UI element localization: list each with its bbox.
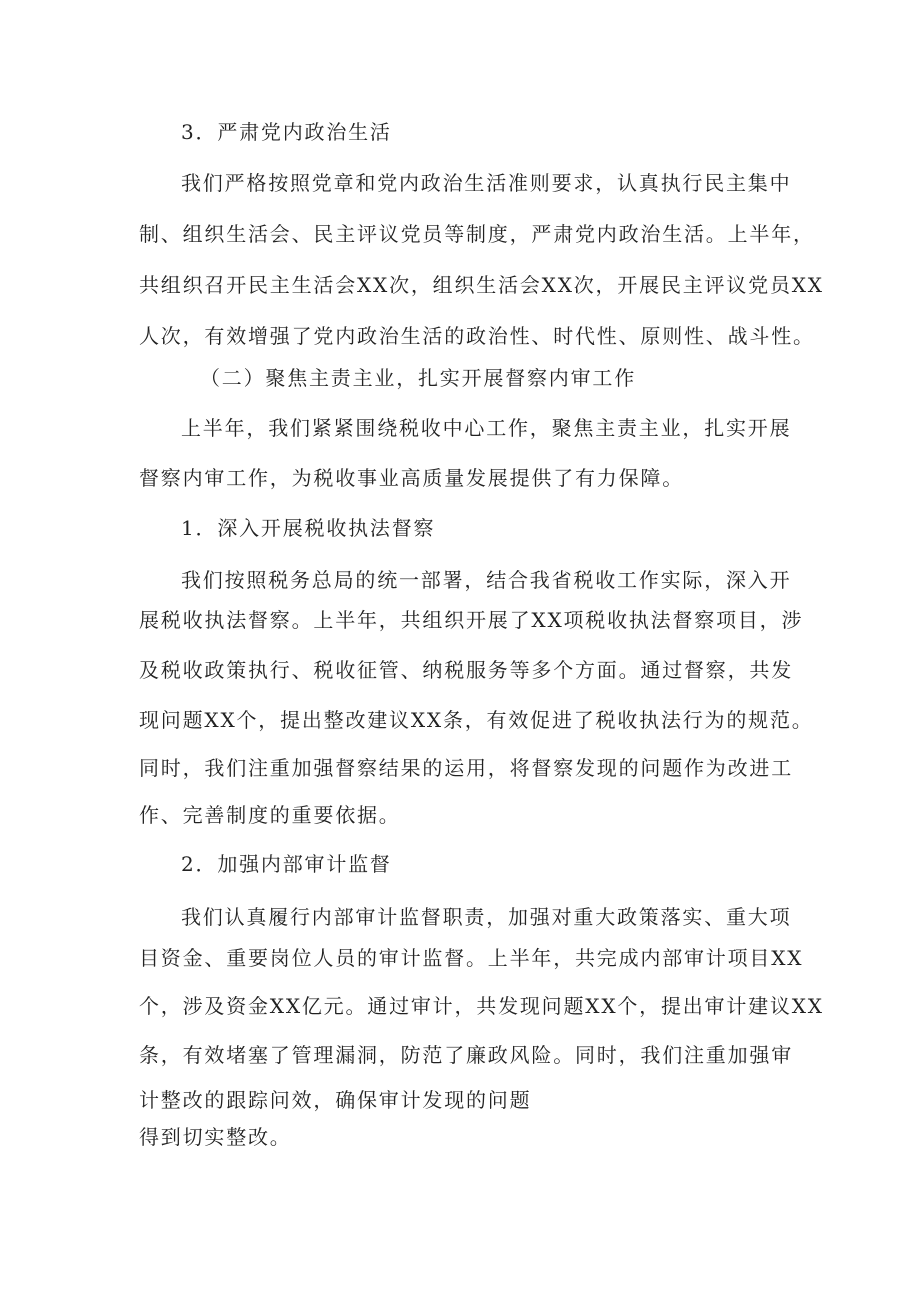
paragraph-line: 目资金、重要岗位人员的审计监督。上半年，共完成内部审计项目XX: [139, 946, 804, 970]
paragraph-line: 个，涉及资金XX亿元。通过审计，共发现问题XX个，提出审计建议XX: [139, 994, 824, 1018]
paragraph-line: 上半年，我们紧紧围绕税收中心工作，聚焦主责主业，扎实开展: [181, 416, 792, 440]
paragraph-line: 计整改的跟踪问效，确保审计发现的问题: [139, 1088, 532, 1112]
paragraph-line: 督察内审工作，为税收事业高质量发展提供了有力保障。: [139, 466, 684, 490]
section-3-heading: 3．严肃党内政治生活: [181, 120, 392, 144]
paragraph-line: 展税收执法督察。上半年，共组织开展了XX项税收执法督察项目，涉: [139, 608, 804, 632]
paragraph-line: 条，有效堵塞了管理漏洞，防范了廉政风险。同时，我们注重加强审: [139, 1043, 793, 1067]
paragraph-line: 制、组织生活会、民主评议党员等制度，严肃党内政治生活。上半年，: [139, 222, 815, 246]
paragraph-line: 及税收政策执行、税收征管、纳税服务等多个方面。通过督察，共发: [139, 658, 793, 682]
paragraph-line: 我们按照税务总局的统一部署，结合我省税收工作实际，深入开: [181, 568, 792, 592]
paragraph-line: 作、完善制度的重要依据。: [139, 803, 401, 827]
section-1-heading: 1．深入开展税收执法督察: [181, 516, 436, 540]
paragraph-line: 同时，我们注重加强督察结果的运用，将督察发现的问题作为改进工: [139, 756, 793, 780]
paragraph-line: 共组织召开民主生活会XX次，组织生活会XX次，开展民主评议党员XX: [139, 273, 824, 297]
part-2-heading: （二）聚焦主责主业，扎实开展督察内审工作: [200, 366, 636, 390]
paragraph-line: 现问题XX个，提出整改建议XX条，有效促进了税收执法行为的规范。: [139, 708, 814, 732]
paragraph-line: 得到切实整改。: [139, 1125, 292, 1149]
paragraph-line: 我们严格按照党章和党内政治生活准则要求，认真执行民主集中: [181, 171, 792, 195]
paragraph-line: 我们认真履行内部审计监督职责，加强对重大政策落实、重大项: [181, 905, 792, 929]
section-2-heading: 2．加强内部审计监督: [181, 852, 392, 876]
paragraph-line: 人次，有效增强了党内政治生活的政治性、时代性、原则性、战斗性。: [139, 324, 815, 348]
